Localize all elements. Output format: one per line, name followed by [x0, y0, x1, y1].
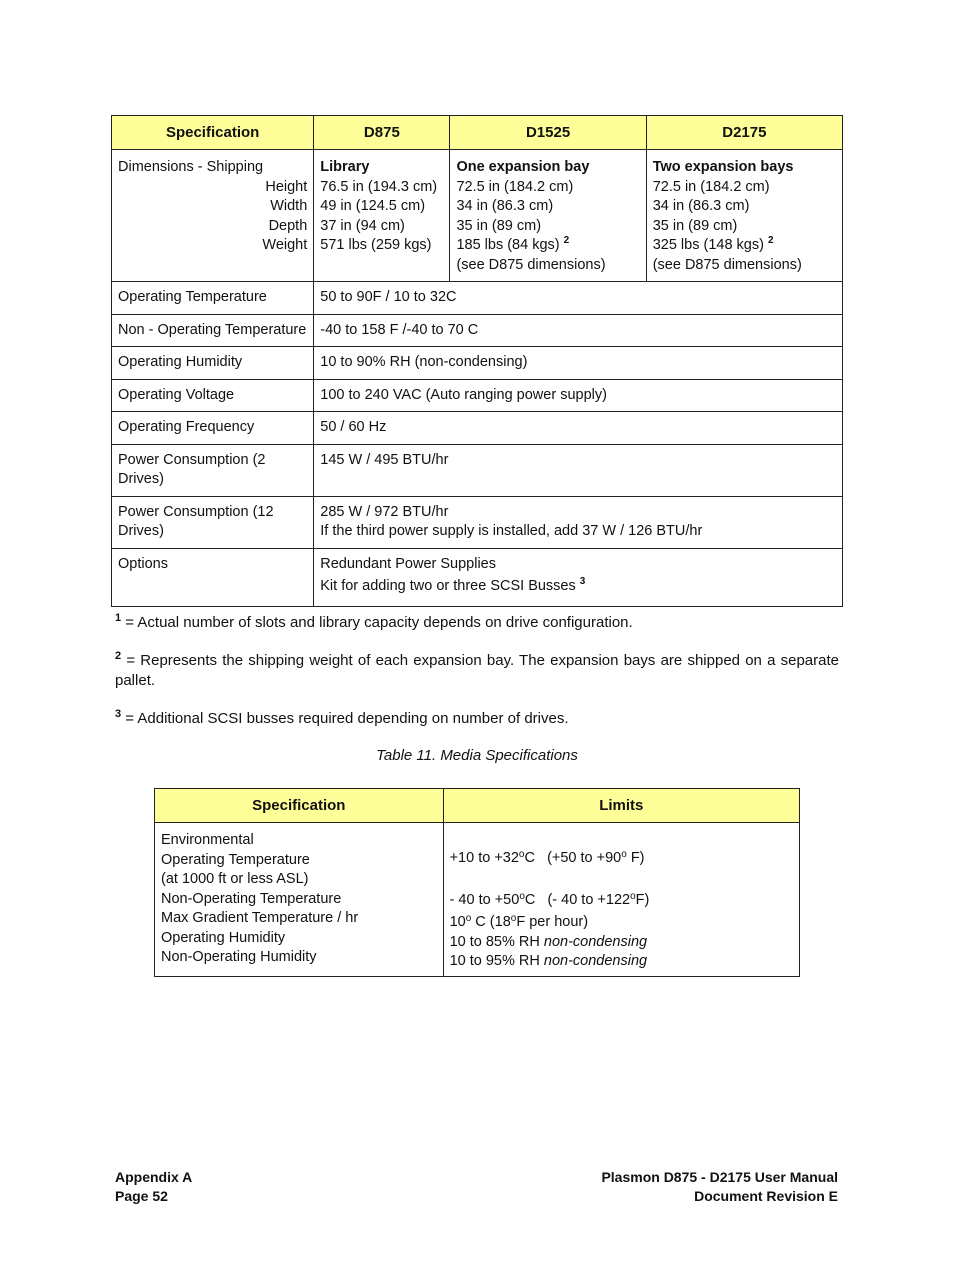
media-spec-labels-cell: [155, 823, 444, 977]
row-value: 50 / 60 Hz: [314, 412, 843, 445]
row-value-note: If the third power supply is installed, add 37 W / 126 BTU/hr: [320, 523, 703, 539]
footer-left: [115, 1168, 192, 1206]
footnote-2-text: = Represents the shipping weight of each expansion bay. The expansion bays are shipped on a separate pallet.: [115, 652, 839, 689]
d875-title: Library: [320, 159, 370, 175]
non-operating-temperature-limit: - 40 to $+50^oC$ (- 40 to $+122^oF$): [449, 890, 650, 908]
row-value: 285 W / 972 BTU/hr: [320, 503, 449, 520]
d875-width: 49 in (124.5 cm): [320, 198, 426, 214]
media-limits-cell: [443, 823, 799, 977]
d1525-depth: 35 in (89 cm): [456, 217, 542, 234]
d2175-see-note: (see D875 dimensions): [652, 256, 802, 273]
specifications-table: [111, 115, 843, 607]
d1525-see-note: (see D875 dimensions): [456, 256, 606, 273]
d1525-width: 34 in (86.3 cm): [456, 198, 554, 214]
row-label: Operating Frequency: [112, 412, 314, 445]
footnote-2-number: 2: [115, 650, 122, 662]
options-line-2: Kit for adding two or three SCSI Busses: [320, 578, 576, 594]
footer-manual-title: Plasmon D875 - D2175 User Manual: [601, 1169, 838, 1185]
table-row: [112, 496, 843, 548]
d875-depth: 37 in (94 cm): [320, 217, 405, 234]
media-specifications-table: [154, 788, 800, 977]
d875-weight: 571 lbs (259 kgs): [320, 237, 432, 253]
header-limits: Limits: [443, 789, 799, 823]
header-d2175: D2175: [646, 116, 842, 150]
row-label: Operating Temperature: [112, 282, 314, 315]
d875-height: 76.5 in (194.3 cm): [320, 178, 438, 195]
table-row: [112, 379, 843, 412]
operating-humidity-limit: 10 to 85% RH non-condensing: [449, 933, 648, 950]
d2175-weight: 325 lbs (148 kgs): [652, 237, 764, 253]
row-label: Operating Humidity: [112, 347, 314, 380]
footer-appendix: Appendix A: [115, 1169, 193, 1185]
table-row: [112, 444, 843, 496]
environmental-label: Environmental: [161, 832, 254, 848]
footnote-2: [115, 651, 839, 690]
depth-label: Depth: [268, 217, 308, 234]
options-footnote-ref: 3: [579, 576, 586, 587]
asl-label: (at 1000 ft or less ASL): [161, 871, 309, 887]
row-label: Power Consumption (2 Drives): [112, 444, 314, 496]
options-label: Options: [112, 548, 314, 606]
row-value: 100 to 240 VAC (Auto ranging power supply): [314, 379, 843, 412]
row-value-cell: [314, 496, 843, 548]
footnote-3: [115, 709, 839, 729]
d2175-weight-line: [653, 236, 836, 256]
row-label: Power Consumption (12 Drives): [112, 496, 314, 548]
row-label: Non - Operating Temperature: [112, 314, 314, 347]
d2175-weight-footnote-ref: 2: [767, 235, 774, 246]
table-header-row: [155, 789, 800, 823]
table-row: [112, 314, 843, 347]
footer-revision: Document Revision E: [694, 1188, 838, 1204]
header-d1525: D1525: [450, 116, 646, 150]
d1525-dimensions-cell: [450, 150, 646, 282]
d2175-title: Two expansion bays: [652, 159, 794, 175]
d2175-width: 34 in (86.3 cm): [652, 198, 750, 214]
header-specification: Specification: [155, 789, 444, 823]
height-label: Height: [265, 178, 308, 195]
d2175-depth: 35 in (89 cm): [652, 217, 738, 234]
footnote-1: [115, 613, 839, 633]
d2175-height: 72.5 in (184.2 cm): [652, 178, 770, 195]
footnote-1-text: = Actual number of slots and library capacity depends on drive configuration.: [125, 614, 633, 631]
table-header-row: [112, 116, 843, 150]
row-value: 50 to 90F / 10 to 32C: [314, 282, 843, 315]
dimensions-label: Dimensions - Shipping: [118, 159, 264, 175]
non-operating-humidity-label: Non-Operating Humidity: [161, 949, 317, 965]
options-line-1: Redundant Power Supplies: [320, 555, 496, 572]
footnote-1-number: 1: [115, 612, 122, 624]
d1525-weight: 185 lbs (84 kgs): [456, 237, 560, 253]
gradient-label: Max Gradient Temperature / hr: [161, 910, 359, 926]
options-row: [112, 548, 843, 606]
weight-label: Weight: [262, 237, 308, 253]
media-specs-row: [155, 823, 800, 977]
d1525-height: 72.5 in (184.2 cm): [456, 178, 574, 195]
table-caption: Table 11. Media Specifications: [376, 747, 578, 764]
d875-dimensions-cell: [314, 150, 450, 282]
header-specification: Specification: [112, 116, 314, 150]
operating-humidity-label: Operating Humidity: [161, 929, 286, 946]
gradient-limit: 10$^o$ C (18$^o$F per hour): [449, 913, 589, 930]
d1525-weight-footnote-ref: 2: [563, 235, 570, 246]
options-value-cell: [314, 548, 843, 606]
row-value: 10 to 90% RH (non-condensing): [314, 347, 843, 380]
footer-page-number: Page 52: [115, 1188, 168, 1204]
footnote-3-number: 3: [115, 708, 122, 720]
operating-temperature-label: Operating Temperature: [161, 851, 310, 868]
table-row: [112, 282, 843, 315]
dimensions-label-cell: [112, 150, 314, 282]
non-operating-temperature-label: Non-Operating Temperature: [161, 890, 342, 907]
header-d875: D875: [314, 116, 450, 150]
row-value: -40 to 158 F /-40 to 70 C: [314, 314, 843, 347]
dimensions-row: [112, 150, 843, 282]
table-row: [112, 412, 843, 445]
d2175-dimensions-cell: [646, 150, 842, 282]
footer-right: [601, 1168, 838, 1206]
non-operating-humidity-limit: 10 to 95% RH non-condensing: [449, 953, 648, 969]
footnote-3-text: = Additional SCSI busses required depending on number of drives.: [125, 710, 569, 727]
operating-temperature-limit: +10 to $+32^oC$ (+50 to $+90^o$ F): [449, 849, 645, 866]
d1525-title: One expansion bay: [456, 159, 590, 175]
width-label: Width: [270, 198, 308, 214]
d1525-weight-line: [456, 236, 639, 256]
options-line-2-wrap: [320, 577, 836, 597]
row-value: 145 W / 495 BTU/hr: [314, 444, 843, 496]
table-row: [112, 347, 843, 380]
row-label: Operating Voltage: [112, 379, 314, 412]
